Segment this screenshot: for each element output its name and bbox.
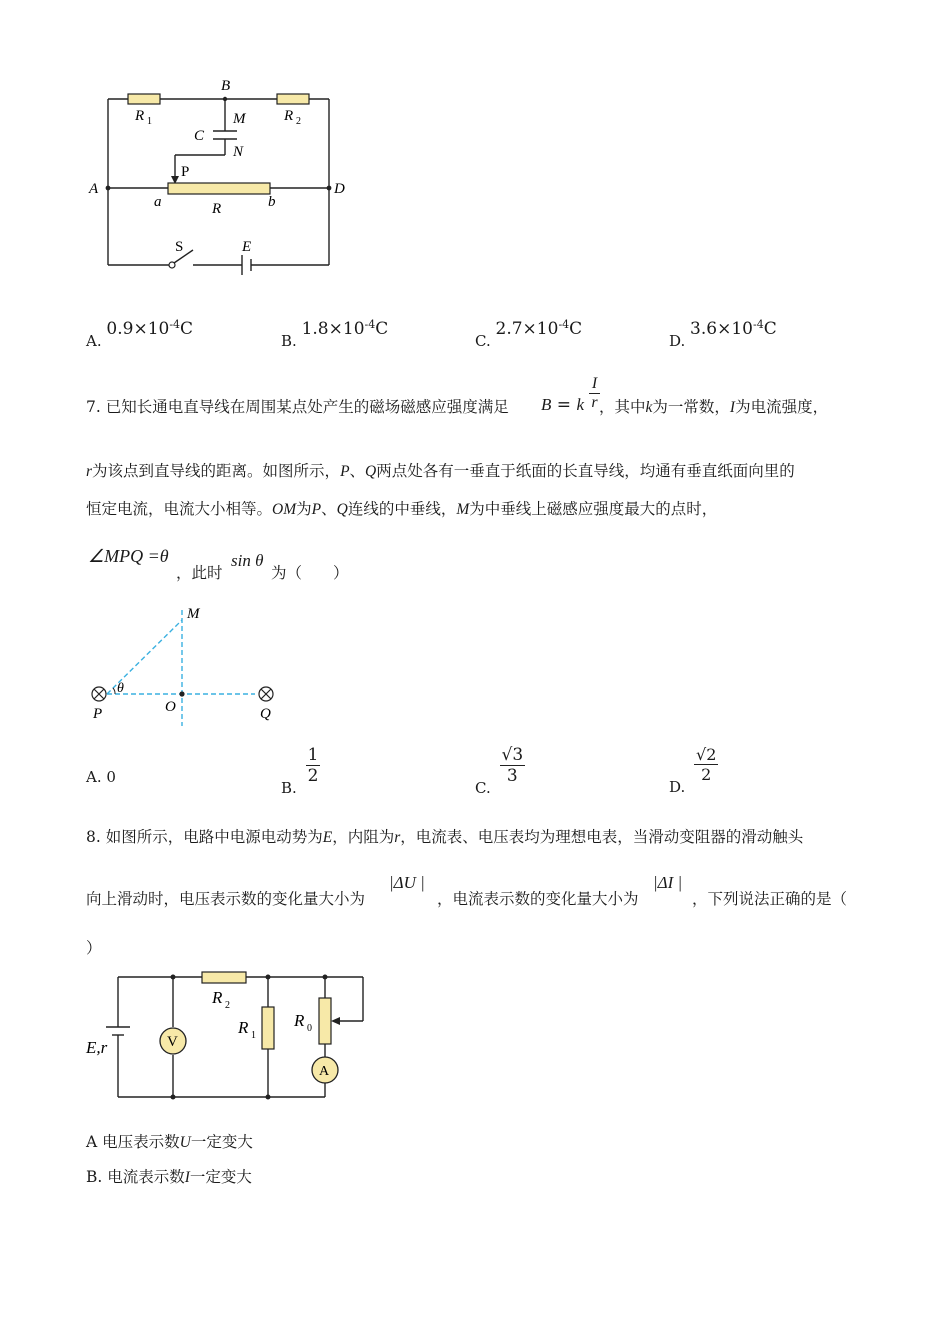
option-text: 一定变大 [189, 1168, 252, 1186]
option-value: 0 [106, 768, 116, 786]
label-q: Q [260, 706, 271, 722]
label-r: R [212, 201, 222, 217]
formula-eq: = [556, 395, 572, 415]
q7-option-c[interactable] [475, 745, 525, 797]
formula-numerator: I [591, 375, 598, 392]
q7-option-b[interactable] [281, 745, 320, 797]
q7-text: 、 [321, 500, 337, 518]
fraction-denominator: 2 [701, 765, 712, 784]
q7-line-4a [176, 564, 223, 583]
option-letter: D. [669, 777, 686, 796]
option-exp: -4 [364, 318, 376, 331]
option-base: 10 [731, 319, 753, 339]
label-a-node: A [89, 181, 99, 197]
q7-line-3 [86, 500, 717, 520]
q7-text: ，其中 [599, 398, 646, 416]
q7-text: 为中垂线上磁感应强度最大的点时， [469, 500, 718, 518]
label-r2-sub: 2 [225, 1000, 230, 1011]
q7-text: 7. 已知长通电直导线在周围某点处产生的磁场磁感应强度满足 [86, 398, 509, 416]
option-letter: A. [86, 768, 102, 786]
q8-text: ，下列说法正确的是（ [692, 890, 848, 908]
label-o: O [165, 699, 176, 715]
delta-i: |ΔI | [653, 873, 683, 892]
option-base: 10 [536, 319, 559, 339]
label-c: C [194, 128, 205, 144]
q7-text: 为该点到直导线的距离。如图所示， [92, 462, 341, 480]
option-base: 10 [342, 319, 365, 339]
q6-option-d[interactable] [669, 318, 777, 350]
q8-line-2b [437, 890, 639, 909]
q7-sin [231, 551, 263, 571]
option-text: B. 电流表示数 [86, 1168, 185, 1186]
q7-text: 为 [296, 500, 312, 518]
formula-b: B [541, 395, 552, 414]
option-mantissa: 1.8 [301, 319, 329, 339]
sin-theta: sin θ [231, 551, 264, 570]
label-b: B [221, 78, 231, 94]
ammeter-label: A [319, 1064, 330, 1079]
label-r0: R [294, 1011, 305, 1030]
label-r1: R [135, 108, 145, 124]
label-s: S [175, 239, 184, 255]
var-q: Q [365, 463, 377, 480]
option-letter: B. [281, 778, 297, 797]
q7-line-1b [599, 398, 828, 418]
option-letter: C. [475, 332, 491, 350]
q8-option-a[interactable] [86, 1133, 253, 1153]
label-m: M [233, 111, 246, 127]
label-r1-sub: 1 [251, 1030, 256, 1041]
q7-text: 、 [349, 462, 366, 480]
var-m: M [456, 501, 470, 518]
label-p: P [181, 164, 190, 180]
q8-line-3 [86, 939, 102, 958]
q7-text: 连线的中垂线， [347, 500, 457, 518]
field-diagram-q7 [85, 600, 285, 730]
label-theta: θ [117, 681, 124, 696]
q6-option-b[interactable] [281, 318, 389, 350]
fraction-numerator: √3 [501, 745, 524, 765]
q7-option-d[interactable] [669, 745, 718, 796]
q8-text: ，电流表示数的变化量大小为 [437, 890, 639, 908]
fraction-numerator: 1 [307, 745, 319, 765]
var-e: E [322, 829, 333, 846]
label-n: N [233, 144, 244, 160]
q7-angle [88, 546, 169, 567]
label-m: M [187, 606, 200, 622]
q7-line-1 [86, 398, 509, 417]
q7-text: 为（ ） [271, 564, 349, 582]
option-mantissa: 2.7 [495, 319, 523, 339]
option-unit: C [180, 319, 194, 339]
q8-option-b[interactable] [86, 1168, 252, 1188]
option-mantissa: 3.6 [690, 319, 718, 339]
var-i: I [184, 1169, 190, 1186]
q7-option-a[interactable] [86, 768, 116, 786]
option-letter: D. [669, 332, 686, 350]
q8-text: ，内阻为 [332, 828, 395, 846]
delta-u: |ΔU | [389, 873, 425, 892]
var-p: P [340, 463, 350, 480]
q6-option-a[interactable] [86, 318, 194, 350]
label-er: E,r [86, 1038, 108, 1057]
label-r0-sub: 0 [307, 1023, 312, 1034]
fraction-numerator: √2 [696, 745, 717, 764]
q8-text: ，电流表、电压表均为理想电表，当滑动变阻器的滑动触头 [400, 828, 804, 846]
var-i: I [729, 399, 736, 416]
q8-delta-i [653, 873, 682, 893]
label-r1-sub: 1 [147, 116, 152, 127]
q8-line-2a [86, 890, 365, 909]
q8-text: 向上滑动时，电压表示数的变化量大小为 [86, 890, 366, 908]
label-r2: R [212, 988, 223, 1007]
var-r: r [394, 829, 401, 846]
option-unit: C [375, 319, 389, 339]
option-exp: -4 [558, 318, 570, 331]
option-times: × [328, 319, 343, 339]
q6-option-c[interactable] [475, 318, 583, 350]
label-p: P [93, 706, 103, 722]
option-text: A 电压表示数 [86, 1133, 180, 1151]
q7-text: 为电流强度， [735, 398, 829, 416]
var-u: U [179, 1134, 191, 1151]
q7-line-4b [271, 564, 349, 583]
option-exp: -4 [752, 318, 764, 331]
formula-k: k [576, 395, 584, 414]
label-r2: R [284, 108, 294, 124]
option-mantissa: 0.9 [106, 319, 134, 339]
label-r2-sub: 2 [296, 116, 301, 127]
label-r1: R [238, 1018, 249, 1037]
fraction-denominator: 3 [506, 766, 518, 786]
angle-expression: ∠MPQ =θ [88, 546, 169, 566]
option-times: × [522, 319, 537, 339]
circuit-diagram-q8 [80, 965, 380, 1105]
q7-line-2 [86, 462, 795, 482]
var-om: OM [272, 501, 297, 518]
var-q: Q [336, 501, 348, 518]
var-k: k [645, 399, 653, 416]
circuit-diagram-q6 [80, 70, 370, 285]
option-letter: C. [475, 778, 491, 797]
var-p: P [311, 501, 322, 518]
q8-line-1 [86, 828, 803, 848]
voltmeter-label: V [167, 1034, 178, 1050]
label-b-end: b [268, 194, 276, 210]
label-e: E [242, 239, 252, 255]
q8-line-2c [692, 890, 847, 909]
q7-text: 恒定电流，电流大小相等。 [86, 500, 273, 518]
q7-formula [541, 375, 600, 415]
q8-text: ） [86, 939, 102, 957]
q8-delta-u [389, 873, 425, 893]
option-exp: -4 [169, 318, 181, 331]
option-unit: C [763, 319, 777, 339]
q8-text: 8. 如图所示，电路中电源电动势为 [86, 828, 323, 846]
fraction-denominator: 2 [307, 766, 319, 786]
option-times: × [717, 319, 732, 339]
formula-denominator: r [591, 394, 598, 411]
option-letter: A. [86, 332, 102, 350]
q7-text: ，此时 [176, 564, 223, 582]
label-a-end: a [154, 194, 162, 210]
q7-text: 为一常数， [652, 398, 730, 416]
option-times: × [133, 319, 148, 339]
q7-text: 两点处各有一垂直于纸面的长直导线，均通有垂直纸面向里的 [376, 462, 795, 480]
label-d-node: D [334, 181, 345, 197]
option-unit: C [569, 319, 583, 339]
option-base: 10 [147, 319, 170, 339]
var-r: r [86, 463, 93, 480]
option-text: 一定变大 [190, 1133, 253, 1151]
option-letter: B. [281, 332, 297, 350]
